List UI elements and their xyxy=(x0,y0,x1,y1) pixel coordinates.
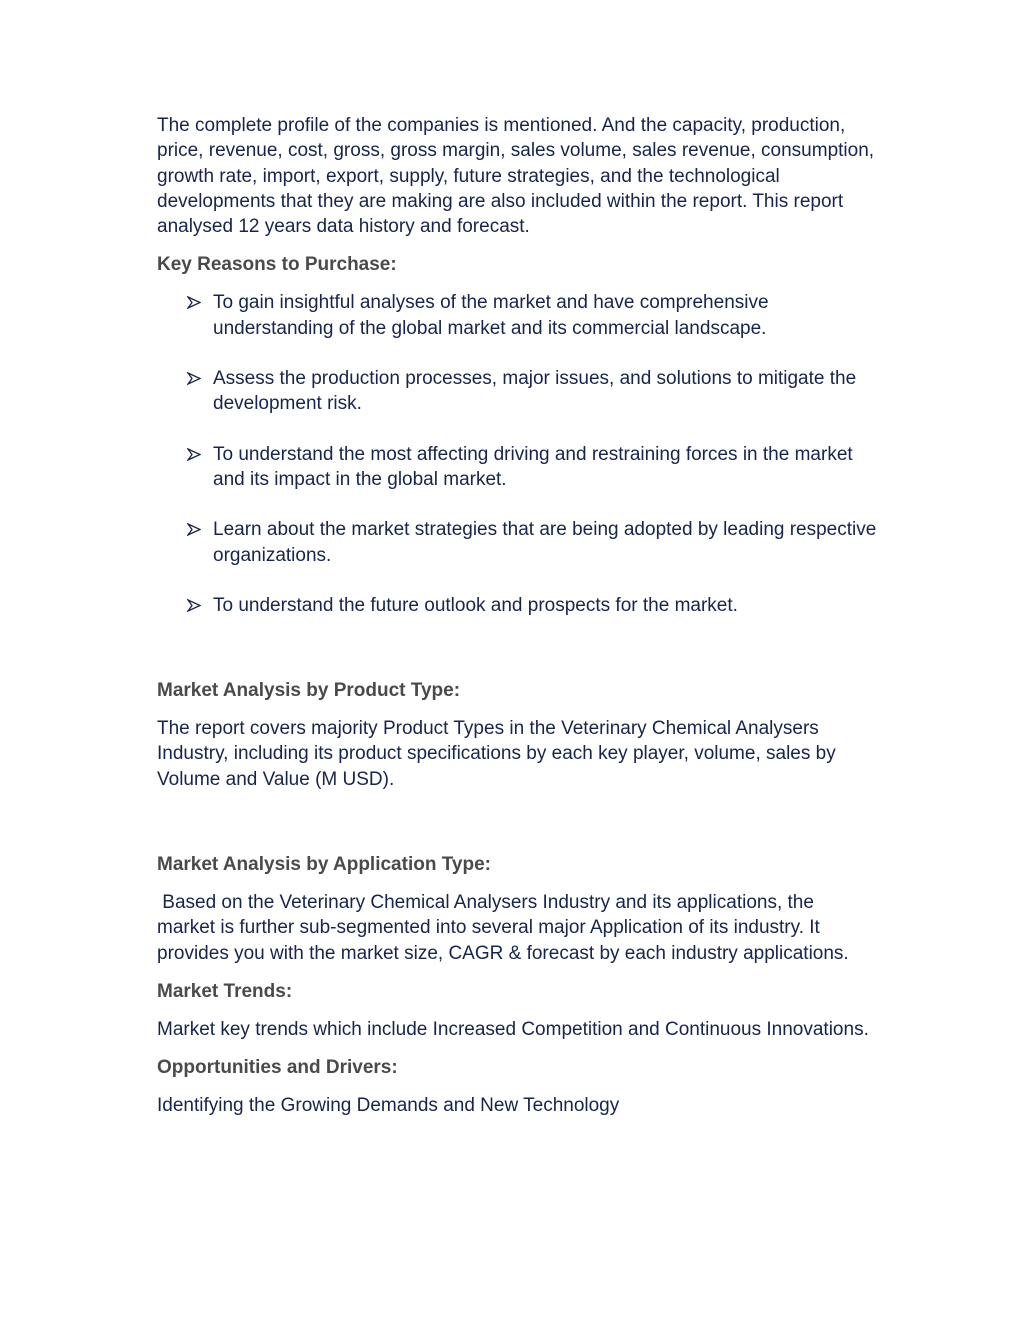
spacer xyxy=(157,239,877,252)
document-page xyxy=(157,113,877,1119)
key-reasons-list xyxy=(157,290,877,618)
spacer xyxy=(157,1080,877,1093)
spacer xyxy=(157,1042,877,1055)
arrow-bullet-icon xyxy=(187,442,203,467)
spacer xyxy=(157,277,877,290)
arrow-bullet-icon xyxy=(187,290,203,315)
spacer xyxy=(157,966,877,979)
opportunities-heading: Opportunities and Drivers: xyxy=(157,1057,398,1079)
list-item xyxy=(157,442,877,493)
list-item-text: Learn about the market strategies that are being adopted by leading respective organizations. xyxy=(213,519,877,566)
list-item xyxy=(157,290,877,341)
arrow-bullet-icon xyxy=(187,517,203,542)
list-item xyxy=(157,593,877,618)
intro-paragraph: The complete profile of the companies is mentioned. And the capacity, production, price, revenue, cost, gross, gross margin, sales volume, sales revenue, consumption, growth rate, import, export, supply, future strategies, and the technological developments that they are making are also included within the report. This report analysed 12 years data history and forecast. xyxy=(157,115,875,238)
market-trends-heading: Market Trends: xyxy=(157,980,293,1002)
spacer xyxy=(157,877,877,890)
key-reasons-heading: Key Reasons to Purchase: xyxy=(157,254,397,276)
list-item-text: To understand the most affecting driving and restraining forces in the market and its impact in the global market. xyxy=(213,443,853,490)
application-type-paragraph: Based on the Veterinary Chemical Analysers Industry and its applications, the market is further sub-segmented into several major Application of its industry. It provides you with the market size, CAGR & forecast by each industry applications. xyxy=(157,892,849,964)
list-item xyxy=(157,517,877,568)
arrow-bullet-icon xyxy=(187,593,203,618)
list-item xyxy=(157,366,877,417)
spacer xyxy=(157,792,877,852)
arrow-bullet-icon xyxy=(187,366,203,391)
product-type-paragraph: The report covers majority Product Types in the Veterinary Chemical Analysers Industry, including its product specifications by each key player, volume, sales by Volume and Value (M USD). xyxy=(157,718,836,790)
spacer xyxy=(157,618,877,678)
opportunities-paragraph: Identifying the Growing Demands and New Technology xyxy=(157,1095,620,1117)
product-type-heading: Market Analysis by Product Type: xyxy=(157,680,461,702)
application-type-heading: Market Analysis by Application Type: xyxy=(157,854,491,876)
list-item-text: Assess the production processes, major issues, and solutions to mitigate the development risk. xyxy=(213,368,857,415)
spacer xyxy=(157,703,877,716)
spacer xyxy=(157,1004,877,1017)
market-trends-paragraph: Market key trends which include Increased Competition and Continuous Innovations. xyxy=(157,1018,869,1040)
list-item-text: To gain insightful analyses of the market and have comprehensive understanding of the global market and its commercial landscape. xyxy=(213,292,769,339)
list-item-text: To understand the future outlook and prospects for the market. xyxy=(213,594,738,616)
